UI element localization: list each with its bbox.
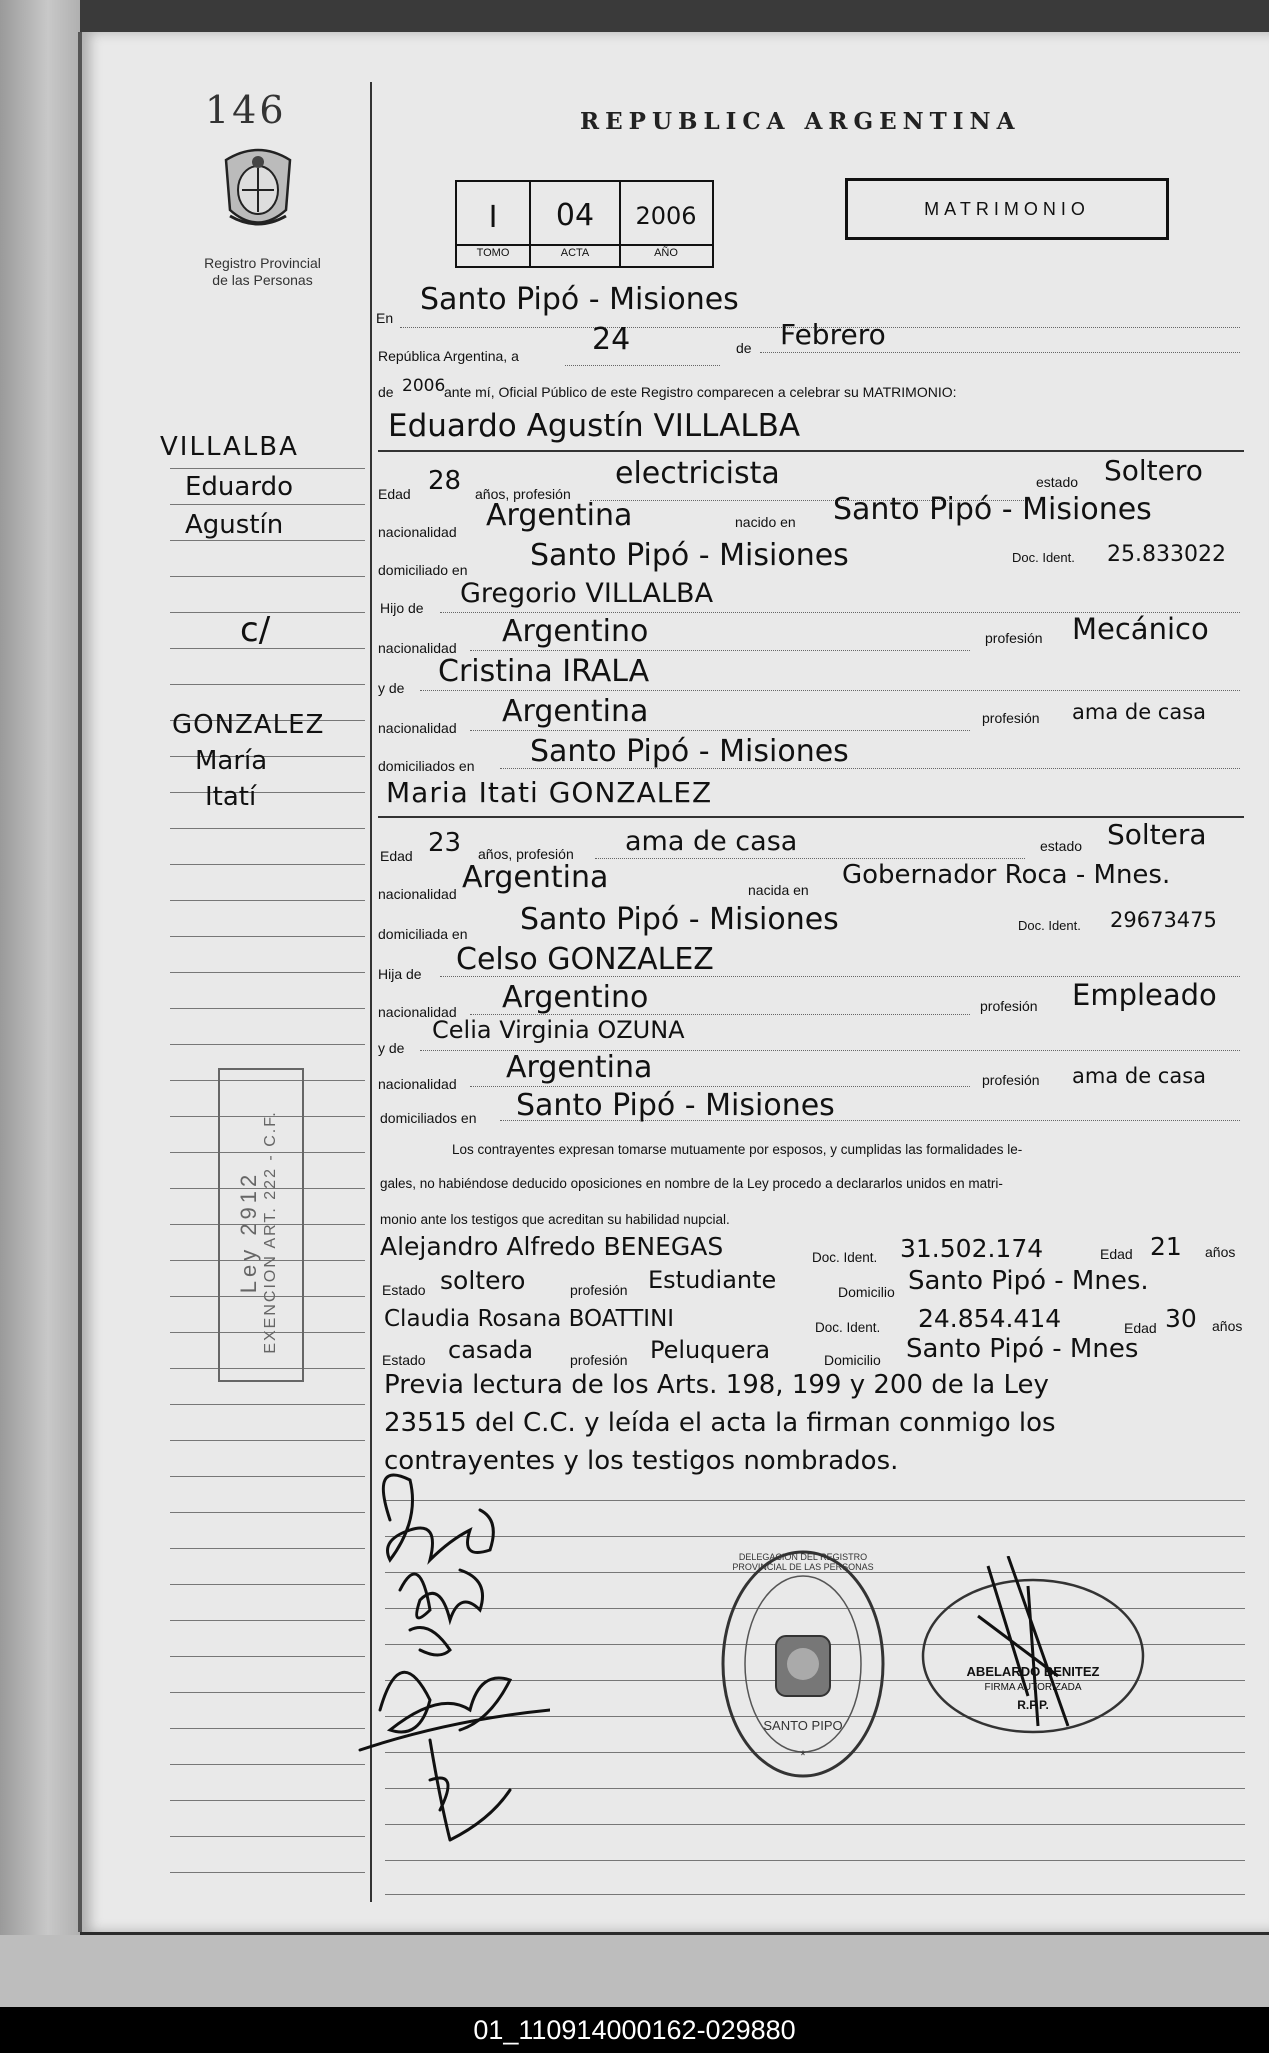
witness2-anos-label: años xyxy=(1212,1318,1243,1334)
witness2-doc-label: Doc. Ident. xyxy=(815,1320,881,1335)
groom-nacido-label: nacido en xyxy=(735,514,796,530)
tomo-label: TOMO xyxy=(476,247,510,259)
bride-nationality: Argentina xyxy=(462,860,609,895)
official-stamp-org: R.P.P. xyxy=(1017,1698,1049,1712)
witness2-age: 30 xyxy=(1165,1304,1197,1333)
bride-nacida-label: nacida en xyxy=(748,882,809,898)
bride-father-prof-label: profesión xyxy=(980,998,1038,1014)
official-stamp-name: ABELARDO BENITEZ xyxy=(966,1664,1100,1679)
acta-value: 04 xyxy=(555,198,595,233)
witness1-estado: soltero xyxy=(440,1266,526,1295)
witness1-doc-label: Doc. Ident. xyxy=(812,1250,878,1265)
bride-parents-domicile: Santo Pipó - Misiones xyxy=(516,1088,835,1123)
bride-anos-prof-label: años, profesión xyxy=(478,846,574,862)
scan-background-left xyxy=(0,0,80,1990)
groom-mother-profession: ama de casa xyxy=(1072,700,1207,724)
groom-parents-dom-label: domiciliados en xyxy=(378,758,475,774)
margin-groom-surname: VILLALBA xyxy=(160,432,299,462)
groom-hijo-label: Hijo de xyxy=(380,600,424,616)
bride-domicile: Santo Pipó - Misiones xyxy=(520,902,839,937)
year-prefix-label: de xyxy=(378,384,394,400)
groom-father: Gregorio VILLALBA xyxy=(460,578,714,609)
svg-text:*: * xyxy=(800,1747,806,1763)
closing-line3: contrayentes y los testigos nombrados. xyxy=(384,1446,899,1476)
official-stamp xyxy=(918,1556,1148,1736)
official-stamp-role: FIRMA AUTORIZADA xyxy=(984,1682,1082,1693)
groom-parents-domicile: Santo Pipó - Misiones xyxy=(530,734,849,769)
groom-nationality: Argentina xyxy=(486,498,633,533)
groom-edad-label: Edad xyxy=(378,486,411,502)
statement-line2: gales, no habiéndose deducido oposiciones en nombre de la Ley procedo a declararlos unidos en matri- xyxy=(380,1176,1003,1191)
acta-label: ACTA xyxy=(560,247,590,259)
en-label: En xyxy=(376,310,394,326)
groom-dom-label: domiciliado en xyxy=(378,562,468,578)
bride-doc: 29673475 xyxy=(1110,908,1217,932)
bride-estado-label: estado xyxy=(1040,838,1083,854)
margin-bride-name2: Itatí xyxy=(205,782,257,812)
witness2-edad-label: Edad xyxy=(1124,1320,1157,1336)
statement-line3: monio ante los testigos que acreditan su habilidad nupcial. xyxy=(380,1212,730,1227)
margin-groom-name2: Agustín xyxy=(185,510,284,540)
witness1-edad-label: Edad xyxy=(1100,1246,1133,1262)
ceremony-month: Febrero xyxy=(780,318,886,351)
bride-nac-label: nacionalidad xyxy=(378,886,457,902)
ano-value: 2006 xyxy=(635,202,697,230)
bride-dom-label: domiciliada en xyxy=(378,926,468,942)
margin-conjunction: c/ xyxy=(240,610,271,650)
witness1-domicile: Santo Pipó - Mnes. xyxy=(908,1266,1149,1296)
margin-bride-name1: María xyxy=(195,746,268,776)
page-number: 146 xyxy=(205,88,287,132)
groom-birthplace: Santo Pipó - Misiones xyxy=(833,492,1152,527)
registry-line1: Registro Provincial xyxy=(204,255,321,271)
groom-doc: 25.833022 xyxy=(1107,542,1226,567)
exemption-stamp xyxy=(218,1068,304,1382)
witness1-doc: 31.502.174 xyxy=(900,1234,1044,1263)
exemption-stamp-line2: EXENCION ART. 222 - C.F. xyxy=(262,1110,279,1354)
seal-ring-text: DELEGACION DEL REGISTRO PROVINCIAL DE LAS PERSONAS xyxy=(732,1552,874,1572)
groom-estado-label: estado xyxy=(1036,474,1079,490)
witness2-prof-label: profesión xyxy=(570,1352,628,1368)
groom-anos-prof-label: años, profesión xyxy=(475,486,571,502)
tomo-value: I xyxy=(488,200,498,235)
witness2-name: Claudia Rosana BOATTINI xyxy=(384,1306,675,1332)
bride-edad-label: Edad xyxy=(380,848,413,864)
witness2-dom-label: Domicilio xyxy=(824,1352,881,1368)
registry-label xyxy=(175,255,350,289)
bride-father-nationality: Argentino xyxy=(502,980,649,1015)
bride-hija-label: Hija de xyxy=(378,966,422,982)
scan-background-bottom xyxy=(0,1935,1269,2007)
de-label: de xyxy=(736,340,752,356)
bride-estado: Soltera xyxy=(1107,818,1207,851)
witness1-estado-label: Estado xyxy=(382,1282,426,1298)
witness1-anos-label: años xyxy=(1205,1244,1236,1260)
bride-mother-nat-label: nacionalidad xyxy=(378,1076,457,1092)
ano-label: AÑO xyxy=(654,247,678,259)
groom-doc-label: Doc. Ident. xyxy=(1012,550,1075,565)
bride-birthplace: Gobernador Roca - Mnes. xyxy=(842,860,1171,890)
witness2-domicile: Santo Pipó - Mnes xyxy=(906,1334,1139,1364)
ceremony-place: Santo Pipó - Misiones xyxy=(420,282,739,317)
groom-mother-prof-label: profesión xyxy=(982,710,1040,726)
groom-father-profession: Mecánico xyxy=(1072,612,1209,646)
bride-mother-prof-label: profesión xyxy=(982,1072,1040,1088)
witness2-estado-label: Estado xyxy=(382,1352,426,1368)
bride-parents-dom-label: domiciliados en xyxy=(380,1110,477,1126)
ceremony-day: 24 xyxy=(592,322,631,357)
bride-yde-label: y de xyxy=(378,1040,405,1056)
bride-mother: Celia Virginia OZUNA xyxy=(432,1016,685,1044)
bride-mother-nationality: Argentina xyxy=(506,1050,653,1085)
footer-id: 01_110914000162-029880 xyxy=(0,2007,1269,2053)
groom-mother: Cristina IRALA xyxy=(438,654,650,689)
groom-mother-nationality: Argentina xyxy=(502,694,649,729)
groom-mother-nat-label: nacionalidad xyxy=(378,720,457,736)
ceremony-year: 2006 xyxy=(402,376,446,396)
margin-groom-name1: Eduardo xyxy=(185,472,293,502)
bride-full-name: Maria Itati GONZALEZ xyxy=(386,776,713,809)
seal-inner-text: SANTO PIPO xyxy=(763,1718,843,1733)
intro-text: ante mí, Oficial Público de este Registro comparecen a celebrar su MATRIMONIO: xyxy=(444,384,957,400)
witness1-dom-label: Domicilio xyxy=(838,1284,895,1300)
groom-full-name: Eduardo Agustín VILLALBA xyxy=(388,408,801,444)
witness1-prof-label: profesión xyxy=(570,1282,628,1298)
groom-domicile: Santo Pipó - Misiones xyxy=(530,538,849,573)
groom-profession: electricista xyxy=(615,456,780,491)
bride-doc-label: Doc. Ident. xyxy=(1018,918,1081,933)
exemption-stamp-line1: Ley 2912 xyxy=(236,1170,261,1294)
witness1-profession: Estudiante xyxy=(648,1266,777,1294)
groom-nac-label: nacionalidad xyxy=(378,524,457,540)
republica-label: República Argentina, a xyxy=(378,348,519,364)
statement-line1: Los contrayentes expresan tomarse mutuamente por esposos, y cumplidas las formalidades le- xyxy=(452,1142,1023,1157)
witness2-estado: casada xyxy=(448,1336,534,1364)
document-type-box: MATRIMONIO xyxy=(845,178,1169,240)
registry-emblem-icon xyxy=(216,140,300,245)
reference-box xyxy=(455,180,714,268)
registry-seal xyxy=(718,1546,888,1782)
margin-bride-surname: GONZALEZ xyxy=(172,710,325,740)
groom-age: 28 xyxy=(428,466,462,496)
witness1-name: Alejandro Alfredo BENEGAS xyxy=(380,1232,724,1261)
bride-father: Celso GONZALEZ xyxy=(456,942,714,977)
witness1-age: 21 xyxy=(1150,1232,1182,1261)
bride-father-profession: Empleado xyxy=(1072,978,1217,1012)
witness2-profession: Peluquera xyxy=(650,1336,771,1364)
bride-age: 23 xyxy=(428,828,462,858)
witness2-doc: 24.854.414 xyxy=(918,1304,1062,1333)
closing-line2: 23515 del C.C. y leída el acta la firman conmigo los xyxy=(384,1408,1056,1438)
groom-estado: Soltero xyxy=(1104,454,1203,487)
bride-profession: ama de casa xyxy=(625,826,798,857)
bride-mother-profession: ama de casa xyxy=(1072,1064,1207,1088)
country-heading: REPUBLICA ARGENTINA xyxy=(580,108,1021,135)
signatures-icon xyxy=(350,1460,550,1865)
groom-yde-label: y de xyxy=(378,680,405,696)
closing-line1: Previa lectura de los Arts. 198, 199 y 200 de la Ley xyxy=(384,1370,1049,1400)
groom-father-nationality: Argentino xyxy=(502,614,649,649)
groom-father-prof-label: profesión xyxy=(985,630,1043,646)
groom-father-nat-label: nacionalidad xyxy=(378,640,457,656)
registry-line2: de las Personas xyxy=(212,272,313,288)
bride-father-nat-label: nacionalidad xyxy=(378,1004,457,1020)
